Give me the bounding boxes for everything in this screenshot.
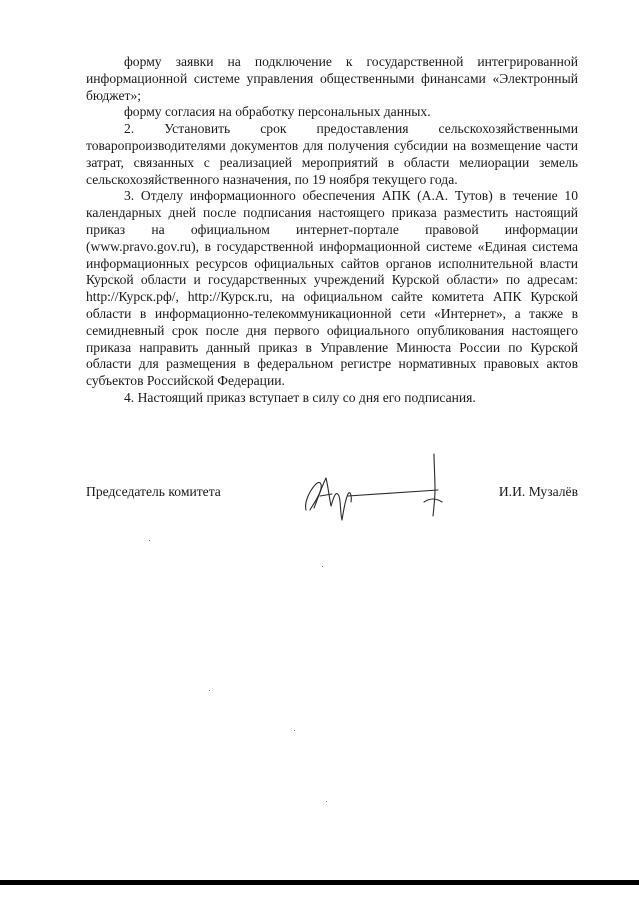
paragraph-form-consent: форму согласия на обработку персональных данных.	[124, 104, 431, 120]
paragraph-form-application: форму заявки на подключение к государственной интегрированной информационной системе управления общественными финансами «Электронный бюджет»;	[86, 54, 578, 103]
paragraph-item-3-publication: 3. Отделу информационного обеспечения АПК (А.А. Тутов) в течение 10 календарных дней после подписания настоящего приказа разместить настоящий приказ на официальном интернет-портале правовой информации (www.pravo.gov.ru), в государственной информационной системе «Единая система информационных ресурсов официальных сайтов органов исполнительной власти Курской области и государственных учреждений Курской области» по адресам: http://Курск.рф/, http://Курск.ru, на официальном сайте комитета АПК Курской области в информационно-телекоммуникационной сети «Интернет», а также в семидневный срок после дня первого официального опубликования настоящего приказа направить данный приказ в Управление Минюста России по Курской области для размещения в федеральном регистре нормативных правовых актов субъектов Российской Федерации.	[86, 188, 578, 389]
handwritten-signature	[296, 450, 466, 525]
signatory-name: И.И. Музалёв	[498, 484, 578, 499]
scan-speck	[326, 801, 327, 802]
scan-bottom-edge	[0, 880, 639, 885]
scan-speck	[149, 540, 150, 541]
scan-speck	[322, 566, 323, 567]
scan-speck	[209, 690, 210, 691]
paragraph-item-4-effective: 4. Настоящий приказ вступает в силу со дня его подписания.	[124, 389, 476, 405]
document-body	[86, 54, 578, 407]
scan-speck	[294, 730, 295, 731]
paragraph-item-2-deadline: 2. Установить срок предоставления сельскохозяйственными товаропроизводителями документов для получения субсидии на возмещение части затрат, связанных с реализацией мероприятий в области мелиорации земель сельскохозяйственного назначения, по 19 ноября текущего года.	[86, 121, 578, 187]
signatory-title: Председатель комитета	[86, 484, 221, 499]
